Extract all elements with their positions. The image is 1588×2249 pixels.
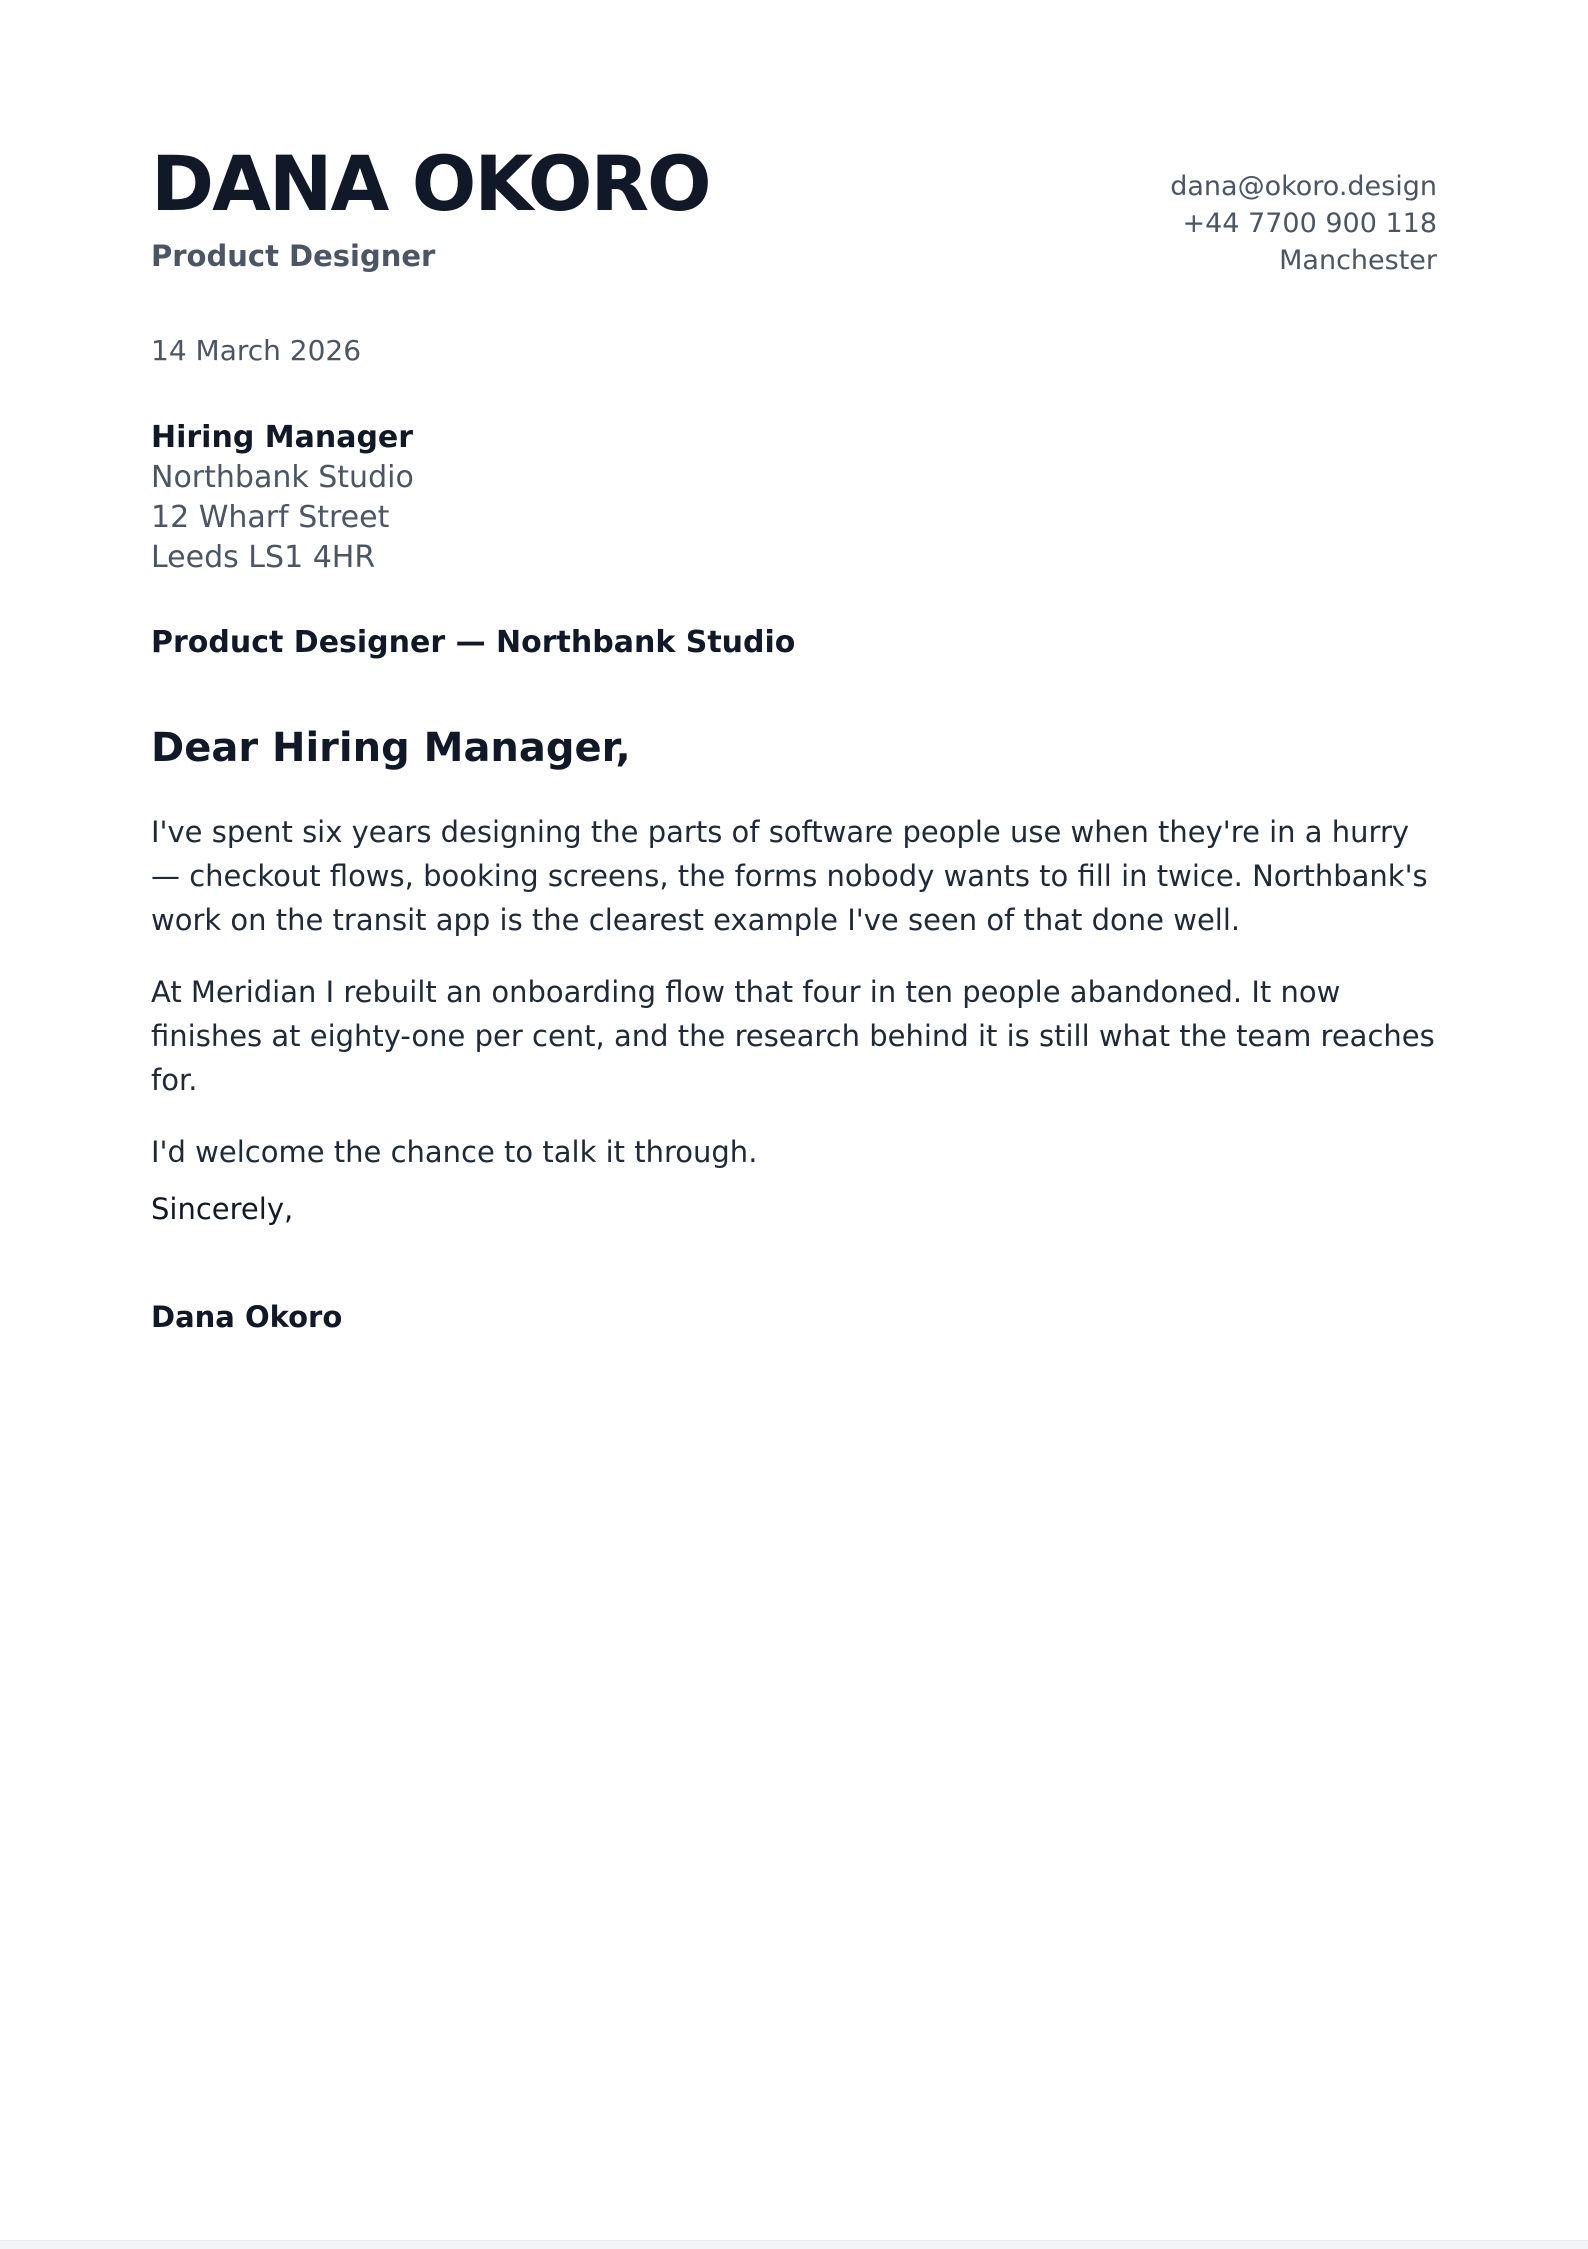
letter-subject: Product Designer — Northbank Studio — [151, 625, 796, 660]
sender-name: DANA OKORO — [151, 139, 710, 228]
sender-role: Product Designer — [151, 239, 436, 273]
letter-body — [151, 810, 1441, 1202]
recipient-name: Hiring Manager — [151, 420, 414, 455]
salutation: Dear Hiring Manager, — [151, 725, 631, 771]
recipient-address — [151, 418, 414, 578]
letter-content — [151, 139, 1437, 1334]
signature: Dana Okoro — [151, 1300, 343, 1334]
contact-location: Manchester — [1279, 245, 1437, 276]
contact-phone[interactable]: +44 7700 900 118 — [1182, 208, 1437, 239]
contact-email[interactable]: dana@okoro.design — [1170, 171, 1437, 202]
contact-block — [1170, 168, 1437, 279]
recipient-street: 12 Wharf Street — [151, 500, 390, 535]
recipient-company: Northbank Studio — [151, 460, 414, 495]
body-paragraph: I've spent six years designing the parts of software people use when they're in a hurry — checkout flows, booking screens, the forms nobody wants to fill in twice. Northbank's work on the transit app is the clearest example I've seen of that done well. — [151, 815, 1428, 937]
body-paragraph: At Meridian I rebuilt an onboarding flow that four in ten people abandoned. It now finishes at eighty-one per cent, and the research behind it is still what the team reaches for. — [151, 975, 1435, 1097]
letter-header — [151, 140, 1437, 300]
closing: Sincerely, — [151, 1192, 294, 1226]
body-paragraph: I'd welcome the chance to talk it through. — [151, 1135, 758, 1169]
recipient-city: Leeds LS1 4HR — [151, 540, 376, 575]
letter-date: 14 March 2026 — [151, 334, 362, 367]
